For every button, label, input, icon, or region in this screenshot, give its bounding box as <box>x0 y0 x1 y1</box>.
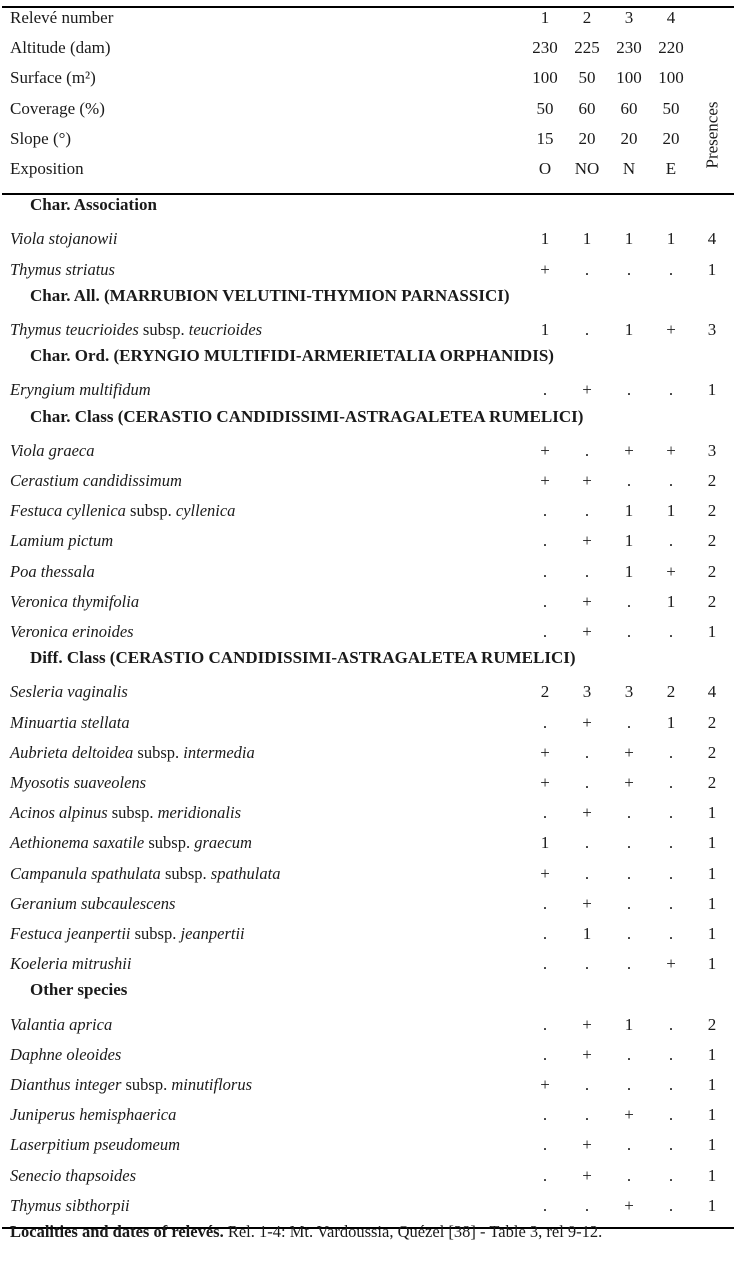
cover-value: . <box>542 591 548 611</box>
taxon-name: Thymus striatus <box>10 259 115 279</box>
species-name <box>10 380 151 400</box>
header-value: 225 <box>574 38 600 58</box>
cover-value: + <box>582 1014 592 1034</box>
cover-value: . <box>584 561 590 581</box>
cover-value: . <box>626 803 632 823</box>
species-name <box>10 1166 136 1186</box>
species-row <box>0 1015 742 1045</box>
presence-count: 3 <box>707 440 717 460</box>
presence-count: 1 <box>707 1135 717 1155</box>
header-value: 50 <box>662 98 680 118</box>
species-name <box>10 531 113 551</box>
presence-count: 3 <box>707 320 717 339</box>
header-value: 220 <box>658 38 684 58</box>
section-heading <box>0 407 742 437</box>
cover-value: . <box>626 622 632 641</box>
cover-value: + <box>624 1195 634 1215</box>
cover-value: + <box>582 622 592 641</box>
section-title: Diff. Class (CERASTIO CANDIDISSIMI-ASTRAGALETEA RUMELICI) <box>30 648 576 668</box>
taxon-name: teucrioides <box>188 320 263 339</box>
taxon-name: Viola stojanowii <box>10 229 118 249</box>
taxon-name: Aubrieta deltoidea <box>10 742 134 762</box>
section-heading <box>0 346 742 376</box>
header-row <box>0 38 742 68</box>
cover-value: . <box>542 622 548 641</box>
taxon-name: Viola graeca <box>10 440 95 460</box>
cover-value: + <box>540 773 550 792</box>
header-row <box>0 68 742 98</box>
species-row <box>0 803 742 833</box>
species-name <box>10 562 95 582</box>
presence-count: 2 <box>707 773 717 792</box>
header-value: 20 <box>578 128 596 148</box>
presence-count: 1 <box>707 924 717 943</box>
cover-value: + <box>582 531 592 551</box>
presence-count: 1 <box>707 954 717 974</box>
cover-value: 1 <box>666 591 676 611</box>
species-name <box>10 1045 121 1065</box>
cover-value: . <box>668 863 674 883</box>
species-row <box>0 1075 742 1105</box>
header-value: 20 <box>662 128 680 148</box>
species-row <box>0 1045 742 1075</box>
cover-value: . <box>626 1135 632 1155</box>
cover-value: + <box>582 893 592 913</box>
cover-value: + <box>582 591 592 611</box>
header-row <box>0 8 742 38</box>
header-value: 60 <box>620 98 638 118</box>
presence-count: 1 <box>707 380 717 400</box>
cover-value: . <box>626 1165 632 1185</box>
taxon-name: Valantia aprica <box>10 1014 113 1034</box>
header-label: Coverage (%) <box>10 98 105 118</box>
section-heading <box>0 195 742 225</box>
cover-value: + <box>540 259 550 279</box>
taxon-name: jeanpertii <box>180 924 245 943</box>
species-name <box>10 894 175 914</box>
header-value: 60 <box>578 98 596 118</box>
species-row <box>0 833 742 863</box>
header-value: 3 <box>624 8 634 27</box>
species-name <box>10 773 146 793</box>
presence-count: 2 <box>707 712 717 732</box>
cover-value: . <box>626 712 632 732</box>
species-row <box>0 1105 742 1135</box>
cover-value: . <box>542 1014 548 1034</box>
header-value: 230 <box>616 38 642 58</box>
taxon-name: Veronica thymifolia <box>10 591 140 611</box>
taxon-name: minutiflorus <box>171 1075 253 1094</box>
taxon-name: Geranium subcaulescens <box>10 893 176 913</box>
header-value: 1 <box>540 8 550 27</box>
species-row <box>0 773 742 803</box>
section-heading <box>0 286 742 316</box>
cover-value: + <box>582 380 592 400</box>
cover-value: . <box>668 742 674 762</box>
header-label: Surface (m²) <box>10 68 96 88</box>
header-value: 20 <box>620 128 638 148</box>
taxon-name: graecum <box>194 833 252 853</box>
cover-value: + <box>540 863 550 883</box>
cover-value: + <box>582 712 592 732</box>
cover-value: . <box>542 1135 548 1155</box>
cover-value: + <box>582 1135 592 1155</box>
species-row <box>0 924 742 954</box>
cover-value: 1 <box>624 229 634 249</box>
cover-value: + <box>666 320 676 339</box>
presence-count: 1 <box>707 893 717 913</box>
species-name <box>10 713 130 733</box>
cover-value: + <box>582 1044 592 1064</box>
cover-value: + <box>666 954 676 974</box>
cover-value: . <box>668 1135 674 1155</box>
cover-value: . <box>668 773 674 792</box>
species-name <box>10 1075 252 1095</box>
header-value: NO <box>574 159 600 178</box>
species-name <box>10 592 139 612</box>
cover-value: . <box>542 1044 548 1064</box>
cover-value: 3 <box>582 682 592 702</box>
species-row <box>0 1166 742 1196</box>
header-value: E <box>665 159 677 178</box>
rank-text: subsp. <box>130 924 181 943</box>
cover-value: . <box>584 742 590 762</box>
presence-count: 1 <box>707 259 717 279</box>
cover-value: . <box>584 833 590 853</box>
cover-value: 1 <box>666 712 676 732</box>
presence-count: 2 <box>707 591 717 611</box>
cover-value: + <box>582 471 592 490</box>
species-row <box>0 713 742 743</box>
species-name <box>10 1015 112 1035</box>
footnote-heading: Localities and dates of relevés. <box>10 1222 224 1241</box>
cover-value: . <box>668 803 674 823</box>
presences-header: Presences <box>702 101 722 169</box>
species-name <box>10 1105 176 1125</box>
cover-value: 1 <box>666 501 676 521</box>
species-row <box>0 592 742 622</box>
presence-count: 2 <box>707 471 717 490</box>
species-row <box>0 864 742 894</box>
taxon-name: Poa thessala <box>10 561 95 581</box>
presence-count: 2 <box>707 501 717 521</box>
header-row <box>0 99 742 129</box>
taxon-name: Myosotis suaveolens <box>10 773 147 792</box>
species-name <box>10 954 131 974</box>
presence-count: 1 <box>707 1075 717 1094</box>
species-name <box>10 1196 130 1216</box>
species-name <box>10 471 182 491</box>
cover-value: . <box>626 863 632 883</box>
presence-count: 1 <box>707 833 717 853</box>
taxon-name: Festuca jeanpertii <box>10 924 131 943</box>
header-value: 4 <box>666 8 676 27</box>
presence-count: 2 <box>707 561 717 581</box>
cover-value: . <box>542 893 548 913</box>
rank-text: subsp. <box>133 742 184 762</box>
taxon-name: Veronica erinoides <box>10 622 134 641</box>
cover-value: + <box>624 1105 634 1125</box>
section-heading <box>0 648 742 678</box>
presence-count: 1 <box>707 1105 717 1125</box>
section-title: Char. All. (MARRUBION VELUTINI-THYMION PARNASSICI) <box>30 285 510 305</box>
taxon-name: intermedia <box>183 742 255 762</box>
header-value: 50 <box>578 68 596 88</box>
cover-value: . <box>668 1014 674 1034</box>
taxon-name: spathulata <box>210 863 281 883</box>
cover-value: 1 <box>624 561 634 581</box>
footnote-text: Rel. 1-4: Mt. Vardoussia, Quézel [38] - Table 3, rel 9-12. <box>223 1222 603 1241</box>
presence-count: 1 <box>707 1044 717 1064</box>
cover-value: . <box>668 1195 674 1215</box>
taxon-name: Dianthus integer <box>10 1075 122 1094</box>
cover-value: . <box>626 1075 632 1094</box>
species-name <box>10 924 245 944</box>
cover-value: . <box>542 1195 548 1215</box>
presence-count: 2 <box>707 531 717 551</box>
cover-value: 1 <box>624 531 634 551</box>
cover-value: . <box>584 954 590 974</box>
header-value: 50 <box>536 98 554 118</box>
presence-count: 4 <box>707 229 717 249</box>
cover-value: + <box>540 742 550 762</box>
cover-value: + <box>540 440 550 460</box>
cover-value: 2 <box>540 682 550 702</box>
presence-count: 1 <box>707 1165 717 1185</box>
species-name <box>10 320 262 340</box>
cover-value: + <box>540 1075 550 1094</box>
species-name <box>10 682 128 702</box>
taxon-name: Sesleria vaginalis <box>10 682 128 702</box>
cover-value: 2 <box>666 682 676 702</box>
cover-value: 1 <box>624 320 634 339</box>
cover-value: . <box>542 712 548 732</box>
header-value: 15 <box>536 128 554 148</box>
species-name <box>10 803 241 823</box>
species-name <box>10 229 117 249</box>
taxon-name: Festuca cyllenica <box>10 501 126 521</box>
table-footnote <box>10 1219 725 1245</box>
cover-value: + <box>666 440 676 460</box>
cover-value: . <box>584 773 590 792</box>
species-name <box>10 260 115 280</box>
cover-value: . <box>542 501 548 521</box>
cover-value: 1 <box>624 1014 634 1034</box>
species-name <box>10 501 235 521</box>
cover-value: . <box>668 1075 674 1094</box>
cover-value: . <box>626 1044 632 1064</box>
cover-value: . <box>626 259 632 279</box>
cover-value: . <box>668 622 674 641</box>
header-value: 100 <box>658 68 684 88</box>
header-value: 100 <box>616 68 642 88</box>
rank-text: subsp. <box>138 320 189 339</box>
cover-value: . <box>584 1075 590 1094</box>
cover-value: + <box>666 561 676 581</box>
rank-text: subsp. <box>107 803 158 823</box>
presence-count: 4 <box>707 682 717 702</box>
cover-value: . <box>542 531 548 551</box>
cover-value: . <box>626 591 632 611</box>
taxon-name: Daphne oleoides <box>10 1044 122 1064</box>
species-row <box>0 229 742 259</box>
cover-value: 1 <box>540 320 550 339</box>
taxon-name: Aethionema saxatile <box>10 833 145 853</box>
section-title: Char. Class (CERASTIO CANDIDISSIMI-ASTRAGALETEA RUMELICI) <box>30 406 584 426</box>
cover-value: + <box>582 803 592 823</box>
cover-value: . <box>584 1105 590 1125</box>
presence-count: 1 <box>707 622 717 641</box>
header-row <box>0 159 742 189</box>
cover-value: . <box>584 440 590 460</box>
header-label: Exposition <box>10 159 84 178</box>
taxon-name: Campanula spathulata <box>10 863 161 883</box>
cover-value: . <box>626 833 632 853</box>
cover-value: . <box>542 1105 548 1125</box>
cover-value: . <box>626 380 632 400</box>
cover-value: 1 <box>582 229 592 249</box>
cover-value: 1 <box>540 833 550 853</box>
taxon-name: Thymus teucrioides <box>10 320 139 339</box>
cover-value: . <box>668 471 674 490</box>
cover-value: . <box>542 924 548 943</box>
cover-value: + <box>624 742 634 762</box>
cover-value: + <box>624 440 634 460</box>
cover-value: . <box>626 471 632 490</box>
taxon-name: Minuartia stellata <box>10 712 130 732</box>
cover-value: . <box>542 561 548 581</box>
header-row <box>0 129 742 159</box>
rank-text: subsp. <box>121 1075 172 1094</box>
cover-value: . <box>668 1044 674 1064</box>
cover-value: . <box>668 924 674 943</box>
cover-value: . <box>584 863 590 883</box>
cover-value: . <box>584 259 590 279</box>
cover-value: 1 <box>624 501 634 521</box>
cover-value: . <box>542 380 548 400</box>
section-title: Char. Ord. (ERYNGIO MULTIFIDI-ARMERIETALIA ORPHANIDIS) <box>30 346 554 366</box>
species-row <box>0 1135 742 1165</box>
cover-value: . <box>668 380 674 400</box>
taxon-name: cyllenica <box>175 501 236 521</box>
cover-value: . <box>584 320 590 339</box>
species-row <box>0 894 742 924</box>
cover-value: . <box>542 803 548 823</box>
taxon-name: Cerastium candidissimum <box>10 471 182 490</box>
section-title: Char. Association <box>30 195 157 215</box>
taxon-name: Senecio thapsoides <box>10 1165 137 1185</box>
species-name <box>10 441 94 461</box>
presence-count: 1 <box>707 1195 717 1215</box>
taxon-name: meridionalis <box>157 803 242 823</box>
species-name <box>10 743 255 763</box>
presence-count: 1 <box>707 803 717 823</box>
cover-value: . <box>668 1105 674 1125</box>
species-row <box>0 562 742 592</box>
header-label: Relevé number <box>10 8 114 27</box>
rank-text: subsp. <box>125 501 176 521</box>
section-heading <box>0 980 742 1010</box>
species-row <box>0 441 742 471</box>
taxon-name: Eryngium multifidum <box>10 380 151 400</box>
cover-value: . <box>668 259 674 279</box>
presence-count: 1 <box>707 863 717 883</box>
header-value: N <box>622 159 636 178</box>
taxon-name: Acinos alpinus <box>10 803 108 823</box>
cover-value: 3 <box>624 682 634 702</box>
species-name <box>10 1135 180 1155</box>
cover-value: + <box>582 1165 592 1185</box>
cover-value: + <box>540 471 550 490</box>
cover-value: . <box>584 501 590 521</box>
presence-count: 2 <box>707 1014 717 1034</box>
cover-value: . <box>668 531 674 551</box>
presence-count: 2 <box>707 742 717 762</box>
species-row <box>0 743 742 773</box>
cover-value: . <box>668 893 674 913</box>
cover-value: . <box>626 893 632 913</box>
taxon-name: Koeleria mitrushii <box>10 954 132 974</box>
species-name <box>10 833 252 853</box>
header-label: Slope (°) <box>10 128 72 148</box>
species-row <box>0 682 742 712</box>
species-name <box>10 864 280 884</box>
cover-value: . <box>584 1195 590 1215</box>
rank-text: subsp. <box>160 863 211 883</box>
header-value: 2 <box>582 8 592 27</box>
cover-value: 1 <box>540 229 550 249</box>
header-value: O <box>538 159 552 178</box>
cover-value: . <box>626 924 632 943</box>
species-name <box>10 622 134 642</box>
species-row <box>0 501 742 531</box>
cover-value: . <box>542 1165 548 1185</box>
header-value: 100 <box>532 68 558 88</box>
species-row <box>0 531 742 561</box>
section-title: Other species <box>30 980 128 1000</box>
taxon-name: Laserpitium pseudomeum <box>10 1135 181 1155</box>
species-row <box>0 471 742 501</box>
rank-text: subsp. <box>144 833 195 853</box>
cover-value: 1 <box>582 924 592 943</box>
cover-value: . <box>668 1165 674 1185</box>
taxon-name: Juniperus hemisphaerica <box>10 1105 177 1125</box>
cover-value: 1 <box>666 229 676 249</box>
cover-value: . <box>668 833 674 853</box>
header-value: 230 <box>532 38 558 58</box>
header-label: Altitude (dam) <box>10 38 111 58</box>
cover-value: + <box>624 773 634 792</box>
taxon-name: Lamium pictum <box>10 531 114 551</box>
cover-value: . <box>542 954 548 974</box>
taxon-name: Thymus sibthorpii <box>10 1195 130 1215</box>
cover-value: . <box>626 954 632 974</box>
